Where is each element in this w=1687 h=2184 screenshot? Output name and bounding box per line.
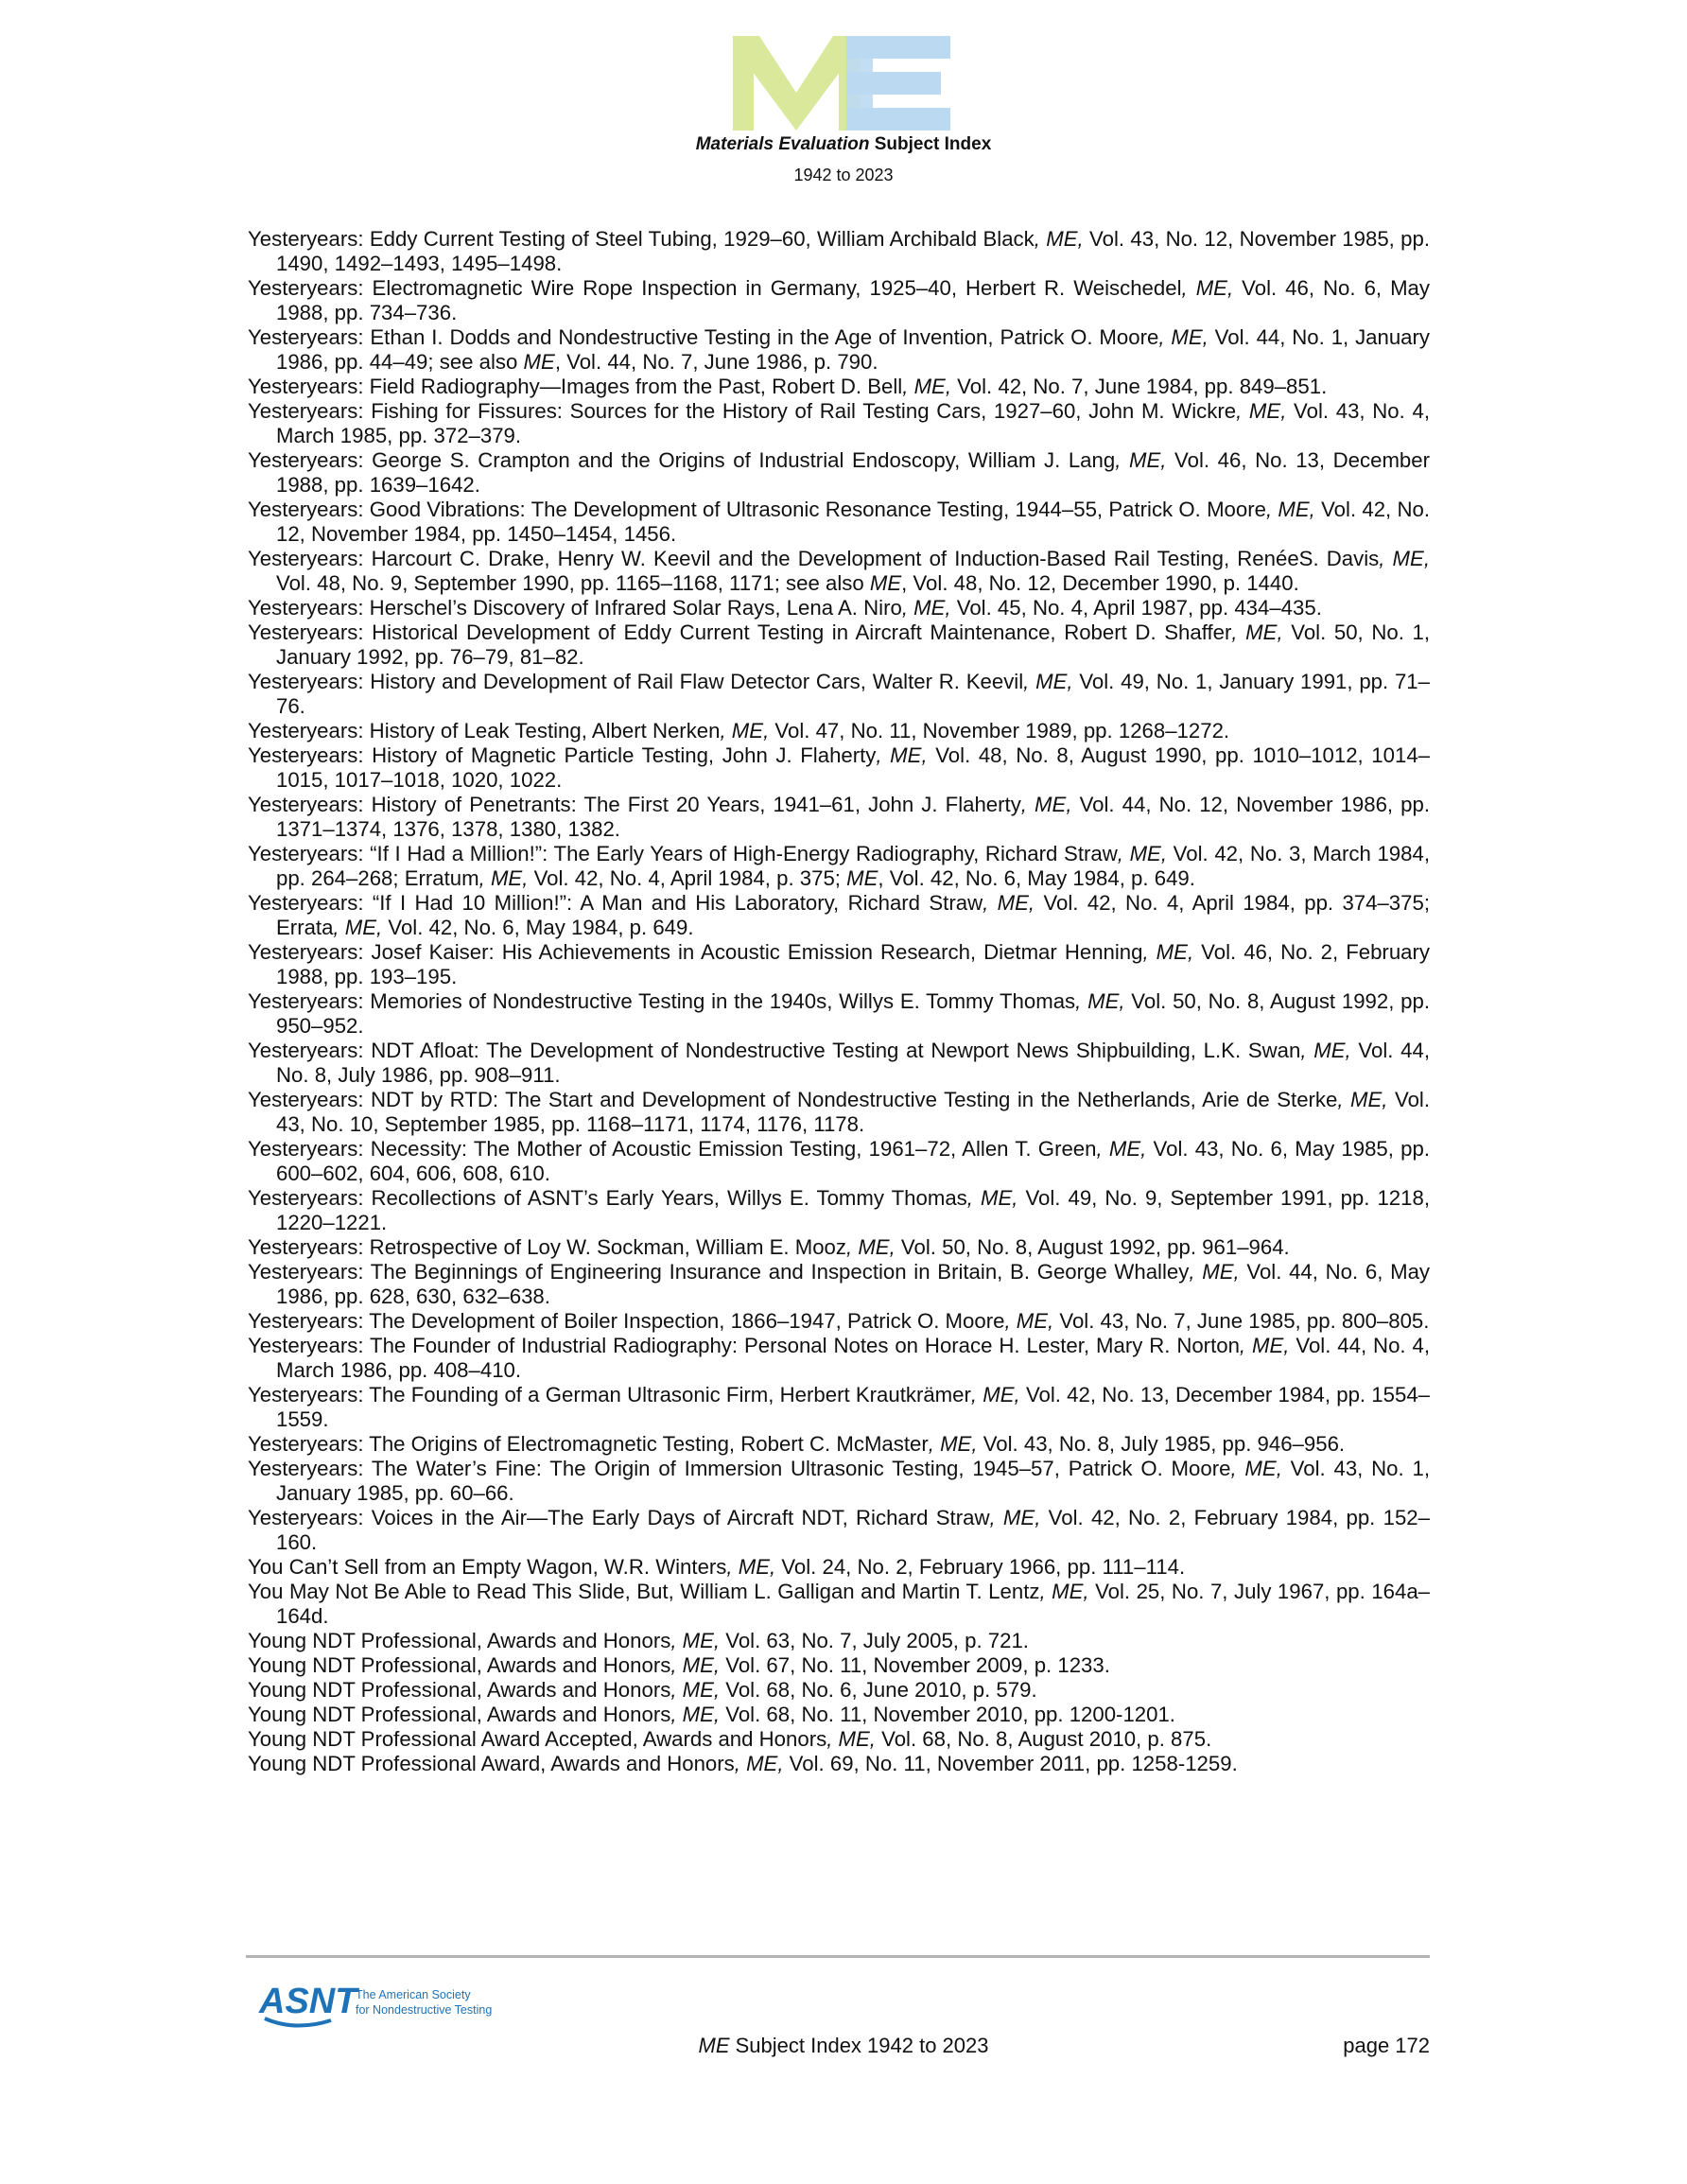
index-entry-list xyxy=(248,227,1430,1776)
index-entry: Yesteryears: Josef Kaiser: His Achievements in Acoustic Emission Research, Dietmar Henning, ME, Vol. 46, No. 2, February 1988, pp. 193–195. xyxy=(248,940,1430,988)
index-entry: Yesteryears: History and Development of Rail Flaw Detector Cars, Walter R. Keevil, ME, Vol. 49, No. 1, January 1991, pp. 71–76. xyxy=(248,670,1430,718)
index-entry: Yesteryears: Eddy Current Testing of Steel Tubing, 1929–60, William Archibald Black, ME, Vol. 43, No. 12, November 1985, pp. 1490, 1492–1493, 1495–1498. xyxy=(248,227,1430,275)
index-entry: Young NDT Professional, Awards and Honors, ME, Vol. 63, No. 7, July 2005, p. 721. xyxy=(248,1629,1029,1652)
index-entry: Yesteryears: NDT by RTD: The Start and Development of Nondestructive Testing in the Netherlands, Arie de Sterke, ME, Vol. 43, No. 10, September 1985, pp. 1168–1171, 1174, 1176, 1178. xyxy=(248,1088,1430,1136)
index-entry: Yesteryears: History of Penetrants: The First 20 Years, 1941–61, John J. Flaherty, ME, Vol. 44, No. 12, November 1986, pp. 1371–1374, 1376, 1378, 1380, 1382. xyxy=(248,793,1430,841)
index-entry: Young NDT Professional, Awards and Honors, ME, Vol. 67, No. 11, November 2009, p. 1233. xyxy=(248,1653,1110,1677)
index-entry: Yesteryears: NDT Afloat: The Development of Nondestructive Testing at Newport News Shipbuilding, L.K. Swan, ME, Vol. 44, No. 8, July 1986, pp. 908–911. xyxy=(248,1039,1430,1087)
page-number: page 172 xyxy=(1343,2034,1430,2057)
index-entry: Yesteryears: Voices in the Air—The Early Days of Aircraft NDT, Richard Straw, ME, Vol. 42, No. 2, February 1984, pp. 152–160. xyxy=(248,1506,1430,1554)
index-entry: Yesteryears: Historical Development of Eddy Current Testing in Aircraft Maintenance, Robert D. Shaffer, ME, Vol. 50, No. 1, January 1992, pp. 76–79, 81–82. xyxy=(248,620,1431,669)
index-entry: Yesteryears: Retrospective of Loy W. Sockman, William E. Mooz, ME, Vol. 50, No. 8, August 1992, pp. 961–964. xyxy=(248,1235,1290,1259)
index-entry: Yesteryears: History of Leak Testing, Albert Nerken, ME, Vol. 47, No. 11, November 1989, pp. 1268–1272. xyxy=(248,719,1230,743)
logo-m xyxy=(733,36,860,131)
index-entry: Yesteryears: The Origins of Electromagnetic Testing, Robert C. McMaster, ME, Vol. 43, No. 8, July 1985, pp. 946–956. xyxy=(248,1432,1346,1456)
index-entry: Yesteryears: Memories of Nondestructive Testing in the 1940s, Willys E. Tommy Thomas, ME, Vol. 50, No. 8, August 1992, pp. 950–952. xyxy=(248,989,1430,1038)
index-entry: You May Not Be Able to Read This Slide, But, William L. Galligan and Martin T. Lentz, ME, Vol. 25, No. 7, July 1967, pp. 164a–164d. xyxy=(248,1580,1430,1628)
index-entry: Yesteryears: Fishing for Fissures: Sources for the History of Rail Testing Cars, 1927–60, John M. Wickre, ME, Vol. 43, No. 4, March 1985, pp. 372–379. xyxy=(248,399,1430,447)
index-entry: Yesteryears: Good Vibrations: The Development of Ultrasonic Resonance Testing, 1944–55, Patrick O. Moore, ME, Vol. 42, No. 12, November 1984, pp. 1450–1454, 1456. xyxy=(248,498,1430,546)
index-entry: Yesteryears: Harcourt C. Drake, Henry W. Keevil and the Development of Induction-Based Rail Testing, RenéeS. Davis, ME, Vol. 48, No. 9, September 1990, pp. 1165–1168, 1171; see also ME, Vol. 48, No. 12, December 1990, p. 1440. xyxy=(248,547,1430,595)
asnt-wordmark: ASNT xyxy=(259,1982,357,2021)
logo-e xyxy=(846,36,950,131)
index-entry: Yesteryears: Ethan I. Dodds and Nondestructive Testing in the Age of Invention, Patrick O. Moore, ME, Vol. 44, No. 1, January 1986, pp. 44–49; see also ME, Vol. 44, No. 7, June 1986, p. 790. xyxy=(248,325,1431,374)
index-entry: Yesteryears: The Water’s Fine: The Origin of Immersion Ultrasonic Testing, 1945–57, Patrick O. Moore, ME, Vol. 43, No. 1, January 1985, pp. 60–66. xyxy=(248,1457,1430,1505)
index-entry: Young NDT Professional Award, Awards and Honors, ME, Vol. 69, No. 11, November 2011, pp. 1258-1259. xyxy=(248,1752,1238,1775)
index-entry: Yesteryears: Herschel’s Discovery of Infrared Solar Rays, Lena A. Niro, ME, Vol. 45, No. 4, April 1987, pp. 434–435. xyxy=(248,596,1322,620)
asnt-logo xyxy=(257,1977,522,2034)
asnt-tagline-line1: The American Society xyxy=(356,1988,471,2001)
index-entry: Yesteryears: The Founding of a German Ultrasonic Firm, Herbert Krautkrämer, ME, Vol. 42, No. 13, December 1984, pp. 1554–1559. xyxy=(248,1383,1431,1431)
index-entry: Young NDT Professional Award Accepted, Awards and Honors, ME, Vol. 68, No. 8, August 2010, p. 875. xyxy=(248,1727,1212,1751)
asnt-tagline-line2: for Nondestructive Testing xyxy=(356,2003,493,2017)
index-entry: Yesteryears: “If I Had 10 Million!”: A Man and His Laboratory, Richard Straw, ME, Vol. 42, No. 4, April 1984, pp. 374–375; Errata, ME, Vol. 42, No. 6, May 1984, p. 649. xyxy=(248,891,1430,939)
index-entry: Young NDT Professional, Awards and Honors, ME, Vol. 68, No. 11, November 2010, pp. 1200-1201. xyxy=(248,1703,1175,1726)
index-entry: Yesteryears: Necessity: The Mother of Acoustic Emission Testing, 1961–72, Allen T. Green, ME, Vol. 43, No. 6, May 1985, pp. 600–602, 604, 606, 608, 610. xyxy=(248,1137,1430,1185)
index-entry: Yesteryears: Recollections of ASNT’s Early Years, Willys E. Tommy Thomas, ME, Vol. 49, No. 9, September 1991, pp. 1218, 1220–1221. xyxy=(248,1186,1430,1234)
index-entry: Yesteryears: The Beginnings of Engineering Insurance and Inspection in Britain, B. George Whalley, ME, Vol. 44, No. 6, May 1986, pp. 628, 630, 632–638. xyxy=(248,1260,1431,1308)
index-title: Materials Evaluation Subject Index xyxy=(695,134,992,154)
index-entry: Yesteryears: “If I Had a Million!”: The Early Years of High-Energy Radiography, Richard Straw, ME, Vol. 42, No. 3, March 1984, pp. 264–268; Erratum, ME, Vol. 42, No. 4, April 1984, p. 375; ME, Vol. 42, No. 6, May 1984, p. 649. xyxy=(248,842,1430,890)
index-entry: Yesteryears: George S. Crampton and the Origins of Industrial Endoscopy, William J. Lang, ME, Vol. 46, No. 13, December 1988, pp. 1639–1642. xyxy=(248,448,1431,497)
footer-title: ME Subject Index 1942 to 2023 xyxy=(698,2034,989,2057)
index-entry: Yesteryears: The Development of Boiler Inspection, 1866–1947, Patrick O. Moore, ME, Vol. 43, No. 7, June 1985, pp. 800–805. xyxy=(248,1309,1430,1333)
index-subtitle: 1942 to 2023 xyxy=(793,166,894,184)
index-entry: Yesteryears: History of Magnetic Particle Testing, John J. Flaherty, ME, Vol. 48, No. 8, August 1990, pp. 1010–1012, 1014–1015, 1017–1018, 1020, 1022. xyxy=(248,743,1431,792)
index-entry: You Can’t Sell from an Empty Wagon, W.R. Winters, ME, Vol. 24, No. 2, February 1966, pp. 111–114. xyxy=(248,1555,1186,1579)
me-logo xyxy=(733,36,950,131)
index-entry: Young NDT Professional, Awards and Honors, ME, Vol. 68, No. 6, June 2010, p. 579. xyxy=(248,1678,1037,1702)
index-entry: Yesteryears: The Founder of Industrial Radiography: Personal Notes on Horace H. Lester, Mary R. Norton, ME, Vol. 44, No. 4, March 1986, pp. 408–410. xyxy=(248,1334,1430,1382)
index-entry: Yesteryears: Electromagnetic Wire Rope Inspection in Germany, 1925–40, Herbert R. Weischedel, ME, Vol. 46, No. 6, May 1988, pp. 734–736. xyxy=(248,276,1430,324)
footer-rule xyxy=(246,1955,1430,1958)
index-entry: Yesteryears: Field Radiography—Images from the Past, Robert D. Bell, ME, Vol. 42, No. 7, June 1984, pp. 849–851. xyxy=(248,375,1328,398)
